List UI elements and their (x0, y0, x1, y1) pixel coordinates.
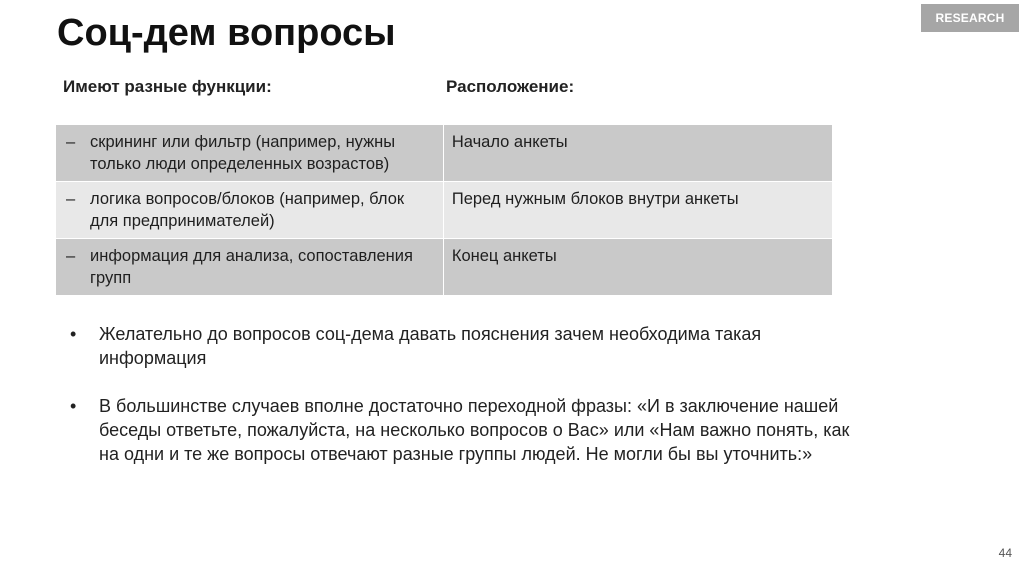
list-item (70, 394, 860, 466)
function-text: информация для анализа, сопоставления групп (90, 247, 413, 287)
functions-heading: Имеют разные функции: (63, 77, 272, 96)
note-text: В большинстве случаев вполне достаточно переходной фразы: «И в заключение нашей беседы ответьте, пожалуйста, на несколько вопросов о Вас» или «Нам важно понять, как на одни и те же вопросы отвечают разные группы людей. Не могли бы вы уточнить:» (99, 396, 850, 464)
table-row (56, 125, 833, 182)
function-cell (56, 239, 444, 296)
function-cell (56, 182, 444, 239)
dash-marker: – (66, 190, 76, 208)
dash-marker: – (66, 247, 76, 265)
notes-list (70, 322, 860, 490)
function-cell (56, 125, 444, 182)
slide-title: Соц-дем вопросы (57, 12, 396, 54)
functions-table (55, 124, 833, 296)
placement-cell: Перед нужным блоков внутри анкеты (443, 182, 832, 239)
note-text: Желательно до вопросов соц-дема давать пояснения зачем необходима такая информация (99, 324, 762, 368)
placement-cell: Конец анкеты (443, 239, 832, 296)
table-row (56, 239, 833, 296)
dash-marker: – (66, 133, 76, 151)
research-tag: RESEARCH (921, 4, 1019, 32)
page-number: 44 (998, 546, 1012, 560)
bullet-icon: • (70, 324, 77, 344)
function-text: логика вопросов/блоков (например, блок для предпринимателей) (90, 190, 405, 230)
function-text: скрининг или фильтр (например, нужны только люди определенных возрастов) (90, 133, 396, 173)
placement-cell: Начало анкеты (443, 125, 832, 182)
placement-heading: Расположение: (446, 77, 575, 96)
table-row (56, 182, 833, 239)
bullet-icon: • (70, 396, 77, 416)
list-item (70, 322, 860, 370)
